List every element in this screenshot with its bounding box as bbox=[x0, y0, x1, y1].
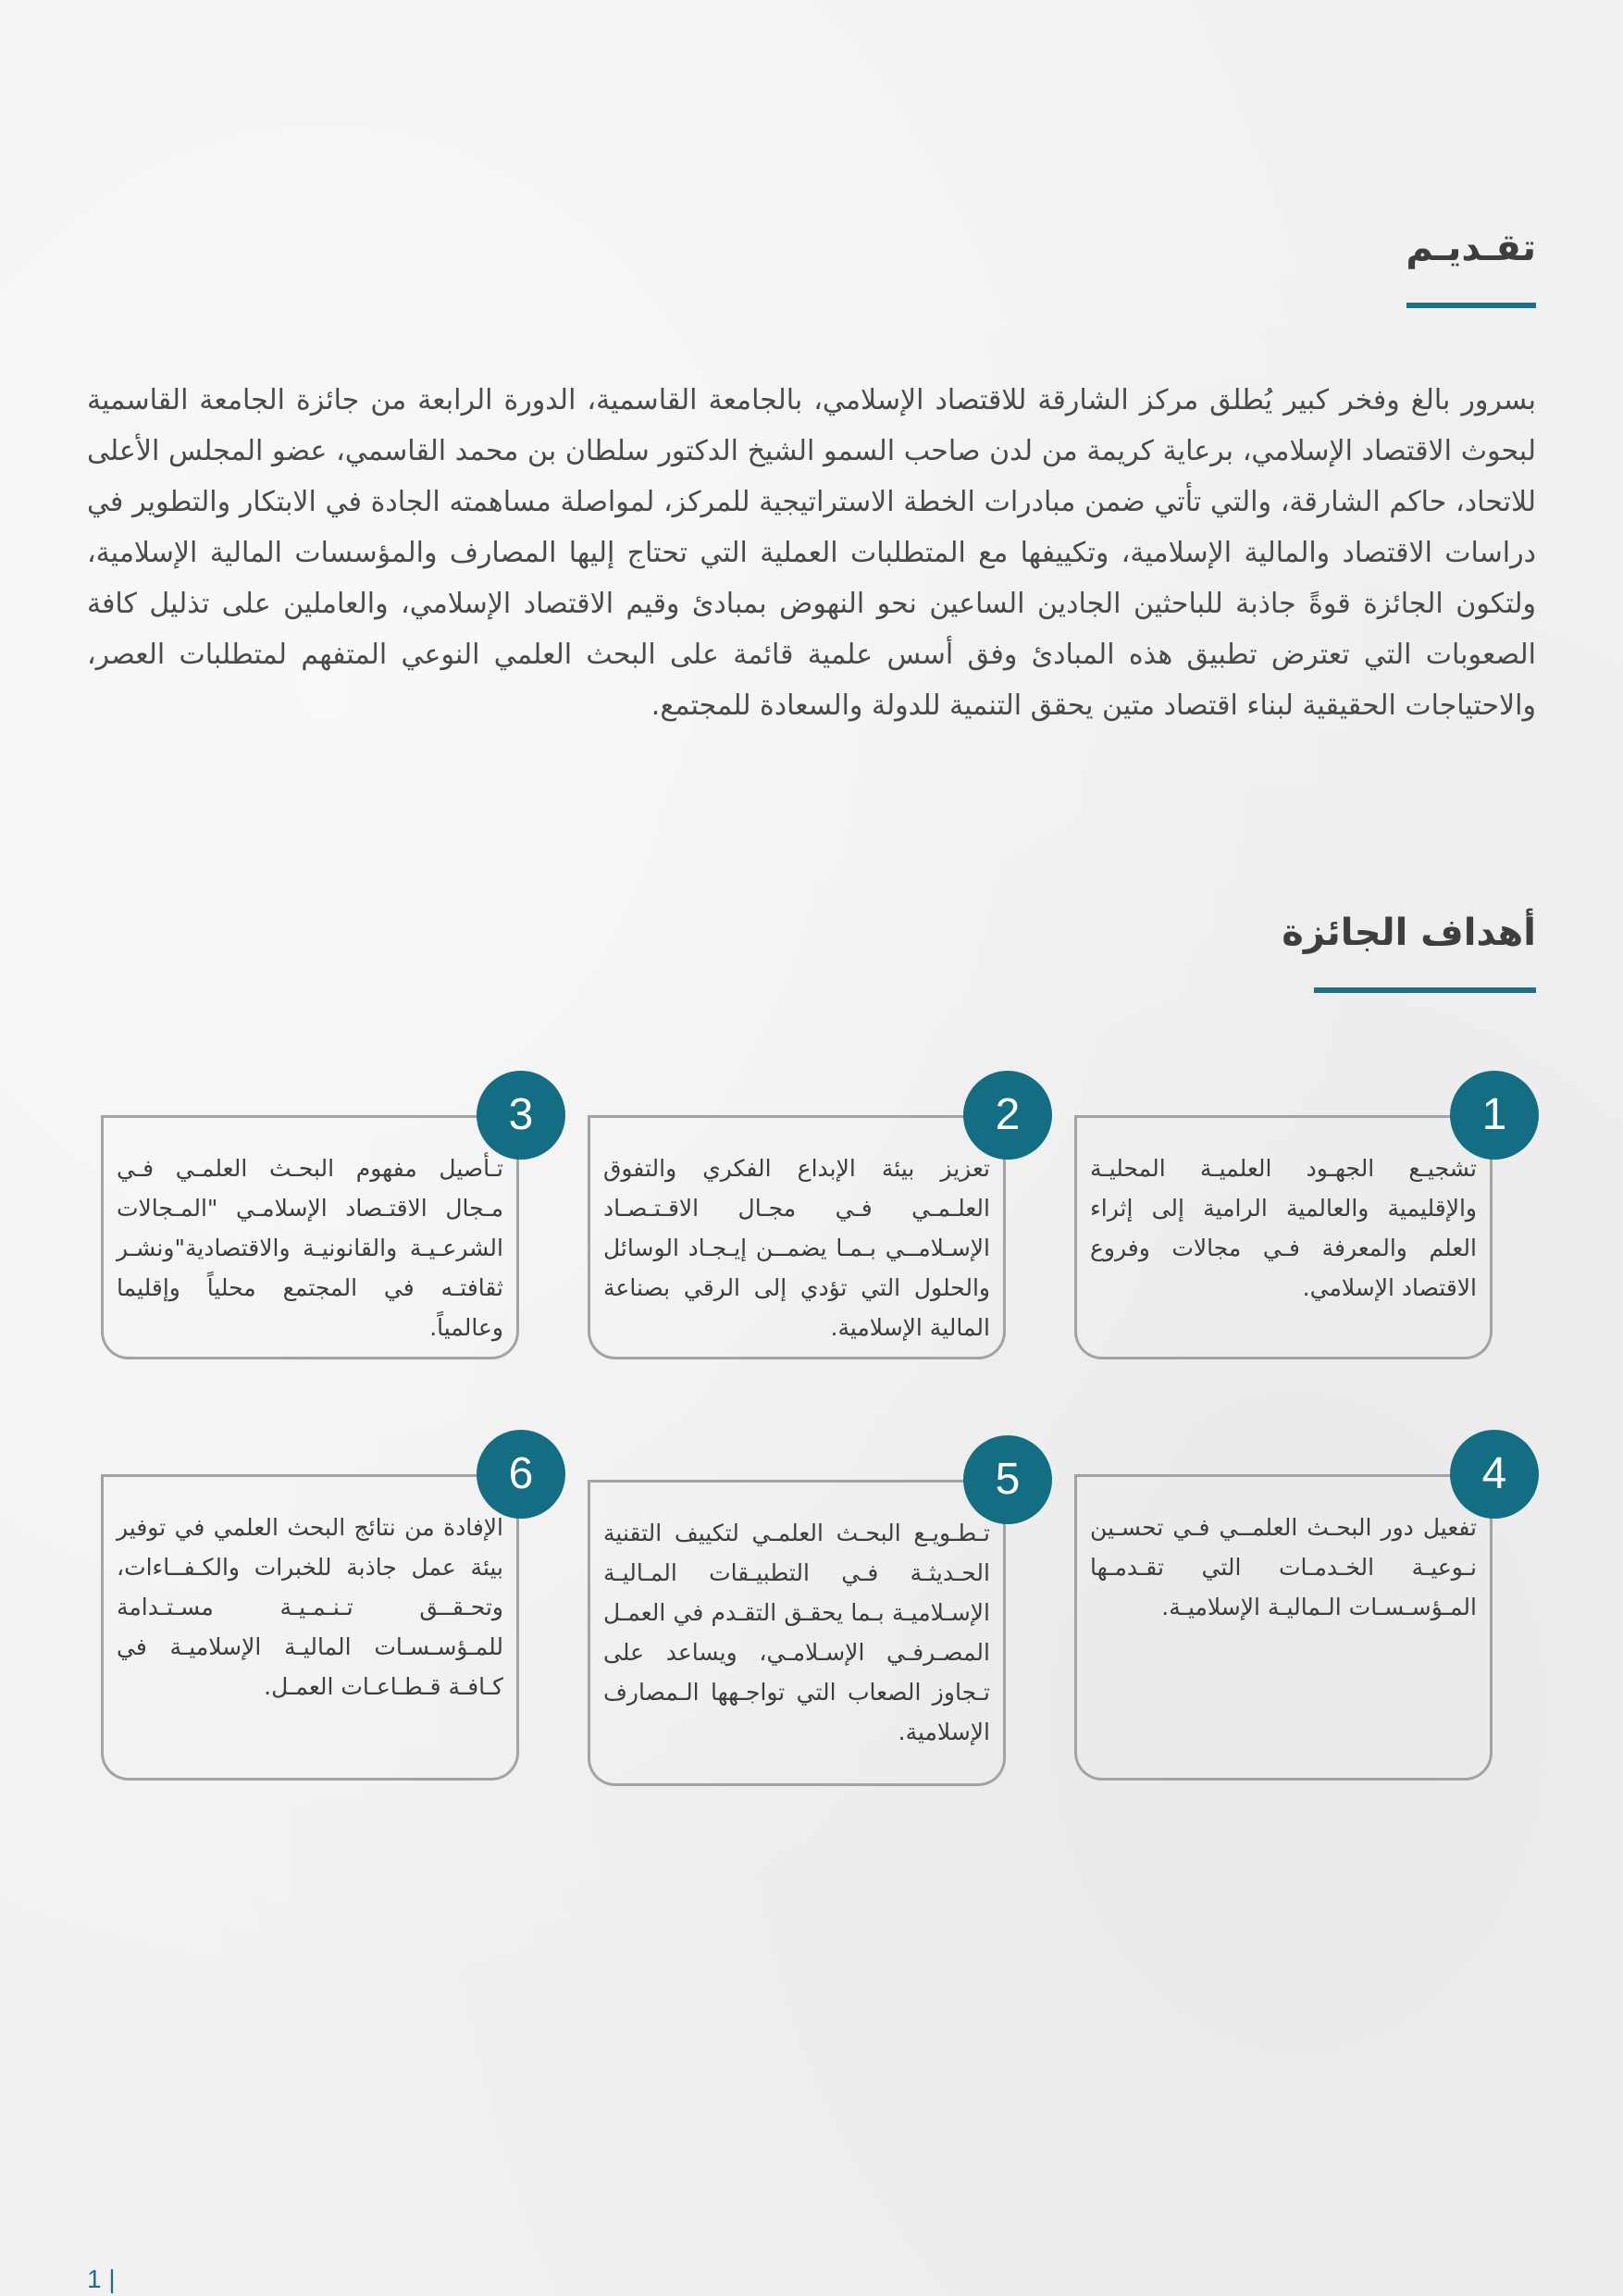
goal-number-badge: 5 bbox=[963, 1435, 1052, 1524]
goal-number-badge: 1 bbox=[1450, 1071, 1539, 1160]
goal-card-1 bbox=[1074, 1090, 1507, 1359]
goal-text: تعزيز بيئة الإبداع الفكري والتفوق العلـمـي فـي مجـال الاقـتـصـاد الإسـلامــي بـمـا يضمــن إيـجـاد الوسائل والحلول التي تؤدي إلى الرقي بصناعة المالية الإسلامية. bbox=[603, 1155, 990, 1341]
goal-card-3 bbox=[101, 1090, 534, 1359]
intro-title-underline bbox=[1406, 303, 1536, 308]
goal-number-badge: 3 bbox=[477, 1071, 565, 1160]
goal-text: تـطـويـع البحـث العلمـي لتكييف التقنية الحـديثـة فـي التطبيـقات المـاليـة الإسـلاميـة بـما يحقـق التقـدم في العمـل المصـرفـي الإسـلامـي، ويساعد على تـجاوز الصعاب التي تواجـهها الـمصارف الإسلامية. bbox=[603, 1520, 990, 1745]
goal-card-2 bbox=[588, 1090, 1021, 1359]
goal-card-6 bbox=[101, 1449, 534, 1781]
intro-title: تقـديـم bbox=[1406, 227, 1536, 269]
goal-number-badge: 6 bbox=[477, 1430, 565, 1519]
goal-text: تفعيل دور البحـث العلمــي فـي تحسـين نـوعيـة الخـدمـات التي تقـدمـها المـؤسـسـات الـماليـة الإسلاميـة. bbox=[1090, 1514, 1477, 1620]
intro-paragraph: بسرور بالغ وفخر كبير يُطلق مركز الشارقة للاقتصاد الإسلامي، بالجامعة القاسمية، الدورة الرابعة من جائزة الجامعة القاسمية لبحوث الاقتصاد الإسلامي، برعاية كريمة من لدن صاحب السمو الشيخ الدكتور سلطان بن محمد القاسمي، عضو المجلس الأعلى للاتحاد، حاكم الشارقة، والتي تأتي ضمن مبادرات الخطة الاستراتيجية للمركز، لمواصلة مساهمته الجادة في الابتكار والتطوير في دراسات الاقتصاد والمالية الإسلامية، وتكييفها مع المتطلبات العملية التي تحتاج إليها المصارف والمؤسسات المالية الإسلامية، ولتكون الجائزة قوةً جاذبة للباحثين الجادين الساعين نحو النهوض بمبادئ وقيم الاقتصاد الإسلامي، والعاملين على تذليل كافة الصعوبات التي تعترض تطبيق هذه المبادئ وفق أسس علمية قائمة على البحث العلمي النوعي المتفهم لمتطلبات العصر، والاحتياجات الحقيقية لبناء اقتصاد متين يحقق التنمية للدولة والسعادة للمجتمع. bbox=[87, 384, 1536, 722]
goals-title-underline bbox=[1314, 987, 1536, 993]
goals-title: أهداف الجائزة bbox=[1282, 912, 1536, 954]
goal-text: تـأصيل مفهوم البحـث العلمـي فـي مـجال الاقتـصاد الإسلامـي "المـجالات الشرعـيـة والقانونيـة والاقتصادية"ونشـر ثقافتـه في المجتمع محلياً وإقليما وعالمياً. bbox=[117, 1155, 503, 1341]
goal-number-badge: 4 bbox=[1450, 1430, 1539, 1519]
goal-card-4 bbox=[1074, 1449, 1507, 1781]
goal-card-5 bbox=[588, 1455, 1021, 1786]
goal-text: الإفادة من نتائج البحث العلمي في توفير بيئة عمل جاذبة للخبرات والكـفــاءات، وتحـقــق تـنـمـيـة مسـتـدامة للمـؤسـسـات الماليـة الإسلاميـة في كـافـة قـطـاعـات العمـل. bbox=[117, 1514, 503, 1700]
goal-text: تشجيـع الجهـود العلميـة المحليـة والإقليمية والعالمية الرامية إلى إثراء العلم والمعرفة فـي مجالات وفروع الاقتصاد الإسلامي. bbox=[1090, 1155, 1477, 1301]
goal-number-badge: 2 bbox=[963, 1071, 1052, 1160]
page-number: 1 | bbox=[87, 2265, 116, 2293]
